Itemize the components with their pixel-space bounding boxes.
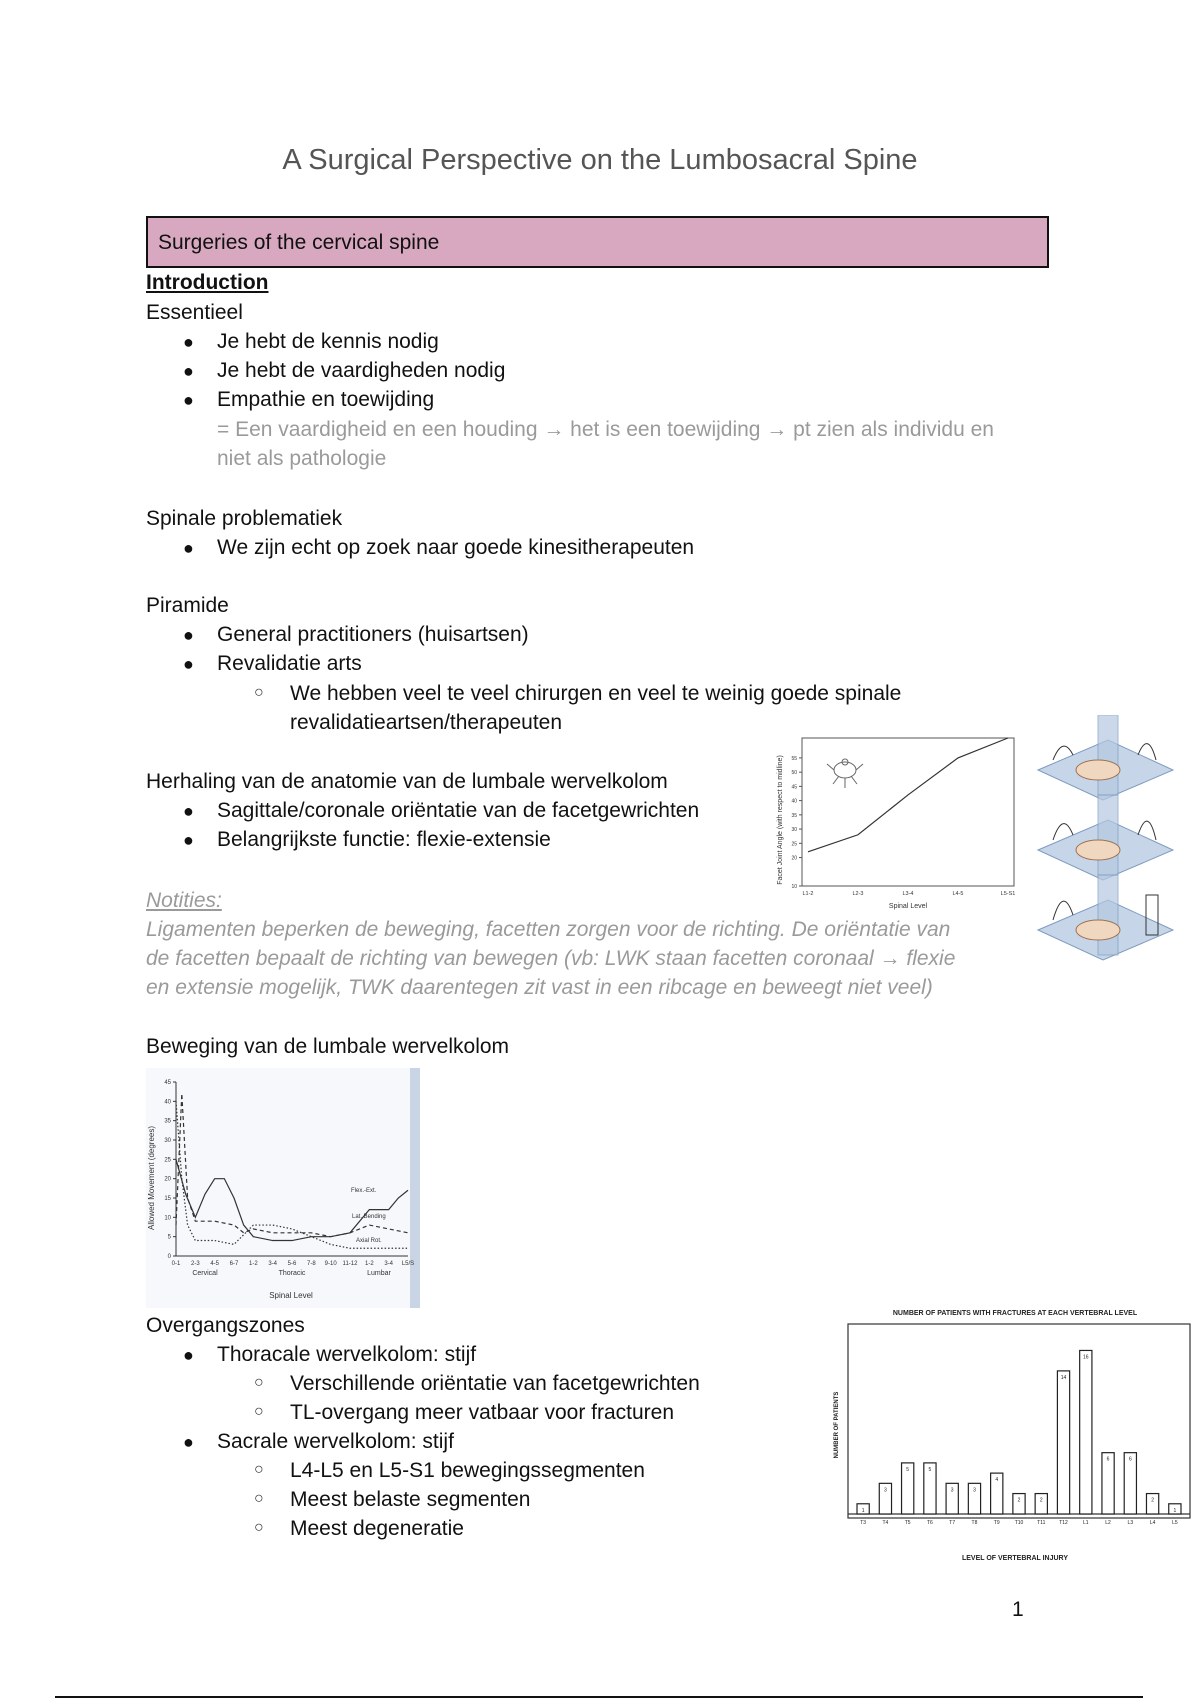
y-tick-label: 5 xyxy=(167,1234,171,1241)
plane-diagram-middle xyxy=(1038,795,1173,880)
sub-list-item: Verschillende oriëntatie van facetgewrichten xyxy=(290,1372,700,1395)
legend-label: Axial Rot. xyxy=(356,1238,382,1244)
bar-value-label: 6 xyxy=(1128,1456,1132,1463)
sub-list-item: We hebben veel te veel chirurgen en veel te weinig goede spinale xyxy=(290,682,902,705)
bar-value-label: 5 xyxy=(928,1466,932,1473)
bar-value-label: 1 xyxy=(1173,1507,1177,1514)
list-item: Revalidatie arts xyxy=(217,652,362,675)
plane-diagram-top xyxy=(1038,715,1173,800)
y-tick-label: 25 xyxy=(791,841,797,848)
circle-bullet-icon: ○ xyxy=(254,1519,264,1536)
y-tick-label: 10 xyxy=(791,884,797,890)
list-item: Empathie en toewijding xyxy=(217,388,435,411)
x-tick-label: 9-10 xyxy=(324,1261,337,1267)
note-text: = Een vaardigheid en een houding → het is een toewijding → pt zien als individu en xyxy=(217,418,994,441)
x-tick-label: T9 xyxy=(993,1520,1000,1526)
x-tick-label: L5/S xyxy=(401,1261,415,1267)
chart-frame xyxy=(848,1324,1190,1518)
bullet-icon: ● xyxy=(183,1432,194,1452)
y-tick-label: 30 xyxy=(164,1138,171,1144)
circle-bullet-icon: ○ xyxy=(254,1403,264,1420)
bar-value-label: 2 xyxy=(1151,1497,1154,1504)
y-tick-label: 50 xyxy=(791,770,797,777)
circle-bullet-icon: ○ xyxy=(254,1490,264,1507)
x-tick-label: T8 xyxy=(971,1520,978,1526)
bar-value-label: 2 xyxy=(1017,1497,1021,1504)
beweging-heading: Beweging van de lumbale wervelkolom xyxy=(146,1035,510,1058)
note-text: niet als pathologie xyxy=(217,447,387,470)
x-tick-label: T7 xyxy=(949,1520,956,1526)
scan-edge xyxy=(410,1068,420,1308)
x-tick-label: 3-4 xyxy=(384,1261,394,1267)
x-tick-label: L2 xyxy=(1105,1520,1111,1526)
x-tick-label: T6 xyxy=(927,1520,933,1526)
x-tick-label: 6-7 xyxy=(229,1261,239,1267)
y-axis-label: Facet Joint Angle (with respect to midline) xyxy=(777,755,784,885)
y-tick-label: 10 xyxy=(164,1215,171,1222)
y-axis-label: NUMBER OF PATIENTS xyxy=(834,1391,840,1459)
y-tick-label: 20 xyxy=(791,855,797,862)
group-label: Lumbar xyxy=(367,1270,391,1277)
y-tick-label: 40 xyxy=(791,798,797,805)
list-item: Sagittale/coronale oriëntatie van de facetgewrichten xyxy=(217,799,700,822)
bullet-icon: ● xyxy=(183,390,194,410)
x-tick-label: L4-5 xyxy=(952,891,964,897)
list-item: Belangrijkste functie: flexie-extensie xyxy=(217,828,551,851)
x-tick-label: L4 xyxy=(1149,1520,1156,1526)
notities-heading: Notities: xyxy=(146,889,222,912)
x-tick-label: L2-3 xyxy=(852,891,864,897)
bar-value-label: 5 xyxy=(906,1466,910,1473)
bullet-icon: ● xyxy=(183,1345,194,1365)
x-axis-label: Spinal Level xyxy=(888,903,928,910)
x-tick-label: 1-2 xyxy=(364,1261,374,1267)
list-item: We zijn echt op zoek naar goede kinesitherapeuten xyxy=(217,536,695,559)
x-tick-label: L3-4 xyxy=(902,891,914,897)
section-header: Surgeries of the cervical spine xyxy=(146,216,1049,268)
group-label: Cervical xyxy=(192,1270,218,1277)
x-tick-label: 0-1 xyxy=(171,1261,181,1267)
bullet-icon: ● xyxy=(183,830,194,850)
sub-list-item: Meest belaste segmenten xyxy=(290,1488,531,1511)
bar-value-label: 4 xyxy=(995,1477,999,1484)
circle-bullet-icon: ○ xyxy=(254,684,264,701)
essentieel-heading: Essentieel xyxy=(146,301,243,324)
bar-value-label: 3 xyxy=(950,1487,954,1494)
footer-rule xyxy=(55,1696,1143,1698)
bar-value-label: 3 xyxy=(973,1487,976,1494)
x-tick-label: 7-8 xyxy=(306,1261,316,1267)
sub-list-item: Meest degeneratie xyxy=(290,1517,464,1540)
bar-value-label: 16 xyxy=(1083,1354,1089,1361)
bar-value-label: 6 xyxy=(1106,1456,1110,1463)
y-tick-label: 55 xyxy=(791,755,797,762)
bullet-icon: ● xyxy=(183,538,194,558)
intro-heading: Introduction xyxy=(146,271,269,294)
page-number: 1 xyxy=(1012,1598,1024,1621)
chart-frame xyxy=(802,738,1014,886)
y-tick-label: 15 xyxy=(164,1196,171,1202)
x-axis-label: LEVEL OF VERTEBRAL INJURY xyxy=(961,1555,1069,1562)
bullet-icon: ● xyxy=(183,801,194,821)
sub-list-item: revalidatieartsen/therapeuten xyxy=(290,711,563,734)
list-item: Je hebt de kennis nodig xyxy=(217,330,439,353)
legend-label: Lat. Bending xyxy=(352,1214,386,1220)
list-item: Je hebt de vaardigheden nodig xyxy=(217,359,506,382)
plane-diagram-bottom xyxy=(1038,875,1173,960)
spinale-heading: Spinale problematiek xyxy=(146,507,343,530)
y-tick-label: 0 xyxy=(167,1254,171,1260)
y-tick-label: 45 xyxy=(791,784,797,791)
x-tick-label: L3 xyxy=(1127,1520,1134,1526)
x-tick-label: 5-6 xyxy=(287,1261,297,1267)
circle-bullet-icon: ○ xyxy=(254,1461,264,1478)
x-tick-label: 4-5 xyxy=(210,1261,220,1267)
x-tick-label: L1 xyxy=(1083,1520,1089,1526)
notities-text: de facetten bepaalt de richting van bewegen (vb: LWK staan facetten coronaal → flexie xyxy=(146,947,956,970)
allowed-movement-chart xyxy=(146,1068,420,1308)
x-tick-label: 11-12 xyxy=(342,1261,358,1267)
y-tick-label: 45 xyxy=(164,1080,171,1086)
circle-bullet-icon: ○ xyxy=(254,1374,264,1391)
x-tick-label: 3-4 xyxy=(268,1261,278,1267)
y-tick-label: 25 xyxy=(164,1157,171,1164)
group-label: Thoracic xyxy=(278,1270,306,1277)
x-axis-label: Spinal Level xyxy=(269,1291,313,1300)
bullet-icon: ● xyxy=(183,332,194,352)
x-tick-label: T12 xyxy=(1059,1520,1068,1526)
x-tick-label: T10 xyxy=(1014,1520,1024,1526)
bullet-icon: ● xyxy=(183,361,194,381)
overgang-heading: Overgangszones xyxy=(146,1314,305,1337)
facet-planes-illustration xyxy=(1028,715,1180,963)
notities-text: en extensie mogelijk, TWK daarentegen zit vast in een ribcage en beweegt niet veel) xyxy=(146,976,933,999)
bar-value-label: 14 xyxy=(1060,1374,1067,1381)
legend-label: Flex.-Ext. xyxy=(351,1188,377,1194)
sub-list-item: L4-L5 en L5-S1 bewegingssegmenten xyxy=(290,1459,645,1482)
bar-value-label: 3 xyxy=(884,1487,887,1494)
fractures-bar-chart xyxy=(830,1300,1192,1570)
y-axis-label: Allowed Movement (degrees) xyxy=(147,1125,156,1231)
bullet-icon: ● xyxy=(183,654,194,674)
y-tick-label: 30 xyxy=(791,827,797,834)
x-tick-label: 2-3 xyxy=(190,1261,200,1267)
y-tick-label: 20 xyxy=(164,1176,171,1183)
x-tick-label: T3 xyxy=(860,1520,867,1526)
x-tick-label: L1-2 xyxy=(802,891,814,897)
page-title: A Surgical Perspective on the Lumbosacral Spine xyxy=(282,144,918,176)
notities-text: Ligamenten beperken de beweging, facetten zorgen voor de richting. De oriëntatie van xyxy=(146,918,951,941)
x-tick-label: 1-2 xyxy=(248,1261,258,1267)
list-item: General practitioners (huisartsen) xyxy=(217,623,529,646)
chart-title: NUMBER OF PATIENTS WITH FRACTURES AT EACH VERTEBRAL LEVEL xyxy=(892,1310,1138,1317)
x-tick-label: T11 xyxy=(1037,1520,1046,1526)
bar xyxy=(1057,1371,1069,1514)
x-tick-label: T5 xyxy=(904,1520,911,1526)
x-tick-label: T4 xyxy=(882,1520,889,1526)
x-tick-label: L5 xyxy=(1172,1520,1178,1526)
bar-value-label: 2 xyxy=(1039,1497,1043,1504)
facet-angle-chart xyxy=(772,730,1022,910)
sub-list-item: TL-overgang meer vatbaar voor fracturen xyxy=(290,1401,675,1424)
herhaling-heading: Herhaling van de anatomie van de lumbale wervelkolom xyxy=(146,770,668,793)
y-tick-label: 35 xyxy=(164,1118,171,1125)
y-tick-label: 40 xyxy=(164,1099,171,1106)
bullet-icon: ● xyxy=(183,625,194,645)
y-tick-label: 35 xyxy=(791,812,797,819)
x-tick-label: L5-S1 xyxy=(1000,891,1016,897)
bar xyxy=(1080,1350,1092,1514)
list-item: Sacrale wervelkolom: stijf xyxy=(217,1430,454,1453)
piramide-heading: Piramide xyxy=(146,594,229,617)
list-item: Thoracale wervelkolom: stijf xyxy=(217,1343,477,1366)
bar-value-label: 1 xyxy=(861,1507,865,1514)
